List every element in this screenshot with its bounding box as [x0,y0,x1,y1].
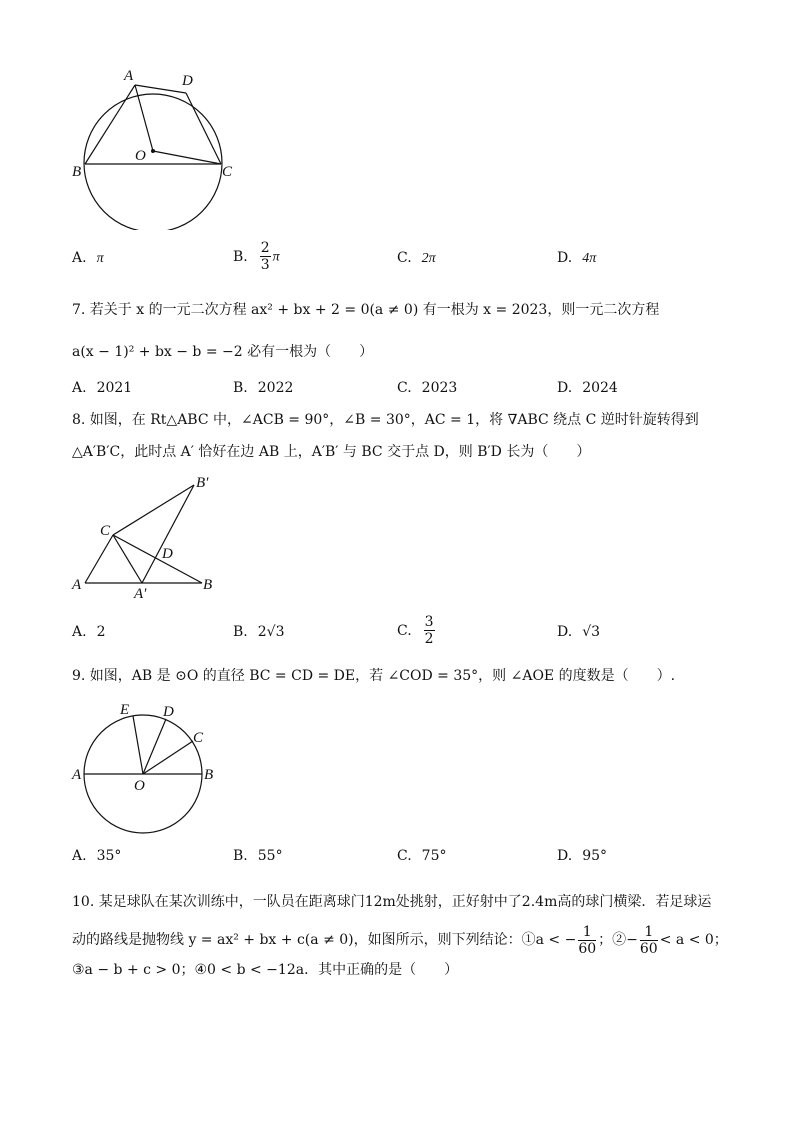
q9-label-A: A [72,767,82,783]
q10-frac1-den: 60 [578,940,597,957]
q8-segment-BprimeAprime [142,485,194,583]
q6-option-a [72,250,104,267]
q6-figure [60,60,260,230]
q8-segment-CB [113,535,202,583]
q8-segment-AC [85,535,113,583]
q7-option-b [233,380,293,396]
q6-option-b-den: 3 [260,257,270,273]
q8-option-d-text: √3 [582,624,601,640]
q6-option-c-label: C. [397,250,412,266]
q9-option-b [233,848,283,864]
q10-stem-line2 [72,920,728,960]
q6-segment-AB [85,85,135,164]
q9-stem-line1: 9. 如图，AB 是 ⊙O 的直径 BC = CD = DE，若 ∠COD = 35°，则 ∠AOE 的度数是（ ）. [72,668,676,684]
q6-option-d [557,250,596,267]
q8-option-b-text: 2√3 [257,624,285,640]
q7-option-b-text: 2022 [257,380,294,396]
q6-option-c [397,250,436,267]
q8-figure [60,465,230,605]
q9-option-c [397,848,447,864]
q9-option-c-text: 75° [421,848,447,864]
q8-option-a-label: A. [72,624,87,640]
q9-label-O: O [134,778,145,794]
q6-option-a-label: A. [72,250,87,266]
q10-line2-part-a: 动的路线是抛物线 y = ax² + bx + c(a ≠ 0)，如图所示，则下列结论：①a < − [72,932,577,948]
q7-option-c-text: 2023 [421,380,458,396]
q7-stem-line2: a(x − 1)² + bx − b = −2 必有一根为（ ） [72,344,374,360]
q8-option-b-label: B. [233,624,248,640]
q9-option-a-label: A. [72,848,87,864]
q8-option-d-label: D. [557,624,573,640]
q9-option-b-text: 55° [257,848,283,864]
q9-radius-OE [133,716,143,774]
q8-option-c [397,614,437,647]
q10-line2-part-b: ；②− [598,932,638,948]
q7-option-b-label: B. [233,380,248,396]
q8-label-C: C [100,523,111,539]
q10-frac2-num: 1 [640,924,658,941]
q9-option-d [557,848,607,864]
q9-option-d-label: D. [557,848,573,864]
q9-option-d-text: 95° [582,848,608,864]
q6-label-D: D [182,73,193,89]
q9-option-c-label: C. [397,848,412,864]
q8-option-b [233,624,285,640]
q6-segment-DC [186,93,221,164]
q9-figure [60,695,230,840]
q8-option-a [72,624,105,640]
q8-label-D: D [162,546,173,562]
q10-frac2-den: 60 [639,940,658,957]
q7-option-c-label: C. [397,380,412,396]
q8-option-c-num: 3 [424,614,434,630]
q10-stem-line3: ③a − b + c > 0；④0 < b < −12a．其中正确的是（ ） [72,962,459,978]
q9-label-B: B [204,767,214,783]
q6-option-b-num: 2 [260,240,270,256]
q6-center-dot [151,149,155,153]
q6-segment-AD [135,85,186,93]
q8-label-A: A [72,577,82,593]
q9-option-a-text: 35° [96,848,122,864]
q6-option-b [233,240,280,273]
q6-option-b-label: B. [233,248,248,265]
q6-label-C: C [222,164,233,180]
q8-stem-line2: △A′B′C，此时点 A′ 恰好在边 AB 上，A′B′ 与 BC 交于点 D，则 B′D 长为（ ） [72,444,591,460]
q8-label-Aprime: A′ [134,586,147,602]
q6-circle [84,94,222,230]
q9-label-E: E [120,702,130,718]
q6-label-B: B [72,164,82,180]
q7-option-a [72,380,132,396]
q7-option-c [397,380,457,396]
q9-label-D: D [163,704,174,720]
q8-option-a-text: 2 [96,624,106,640]
q7-stem-line1: 7. 若关于 x 的一元二次方程 ax² + bx + 2 = 0(a ≠ 0) 有一根为 x = 2023，则一元二次方程 [72,302,660,318]
q7-option-d-text: 2024 [582,380,618,396]
q6-option-d-text: 4π [582,251,597,266]
q6-option-b-suffix: π [272,249,280,265]
q8-segment-CBprime [113,485,194,535]
q6-option-a-text: π [96,251,104,266]
q7-option-d-label: D. [557,380,573,396]
q8-label-B: B [203,577,213,593]
q8-label-Bprime: B′ [196,475,209,491]
q8-stem-line1: 8. 如图，在 Rt△ABC 中，∠ACB = 90°，∠B = 30°，AC = 1，将 ∇ABC 绕点 C 逆时针旋转得到 [72,412,699,428]
q9-option-b-label: B. [233,848,248,864]
q10-frac1-num: 1 [578,924,596,941]
q6-label-O: O [135,148,146,164]
q6-option-c-text: 2π [421,251,436,266]
q9-option-a [72,848,121,864]
q6-segment-OC [153,151,221,164]
q7-option-a-label: A. [72,380,87,396]
q8-option-d [557,624,600,640]
q7-option-a-text: 2021 [96,380,133,396]
q6-option-d-label: D. [557,250,573,266]
q8-option-c-label: C. [397,622,412,639]
q7-option-d [557,380,618,396]
q10-stem-line1: 10. 某足球队在某次训练中，一队员在距离球门12m处挑射，正好射中了2.4m高的球门横梁．若足球运 [72,894,712,910]
q10-line2-part-c: < a < 0； [659,932,728,948]
q9-label-C: C [193,730,204,746]
q6-label-A: A [124,68,134,84]
q8-option-c-den: 2 [424,631,434,647]
